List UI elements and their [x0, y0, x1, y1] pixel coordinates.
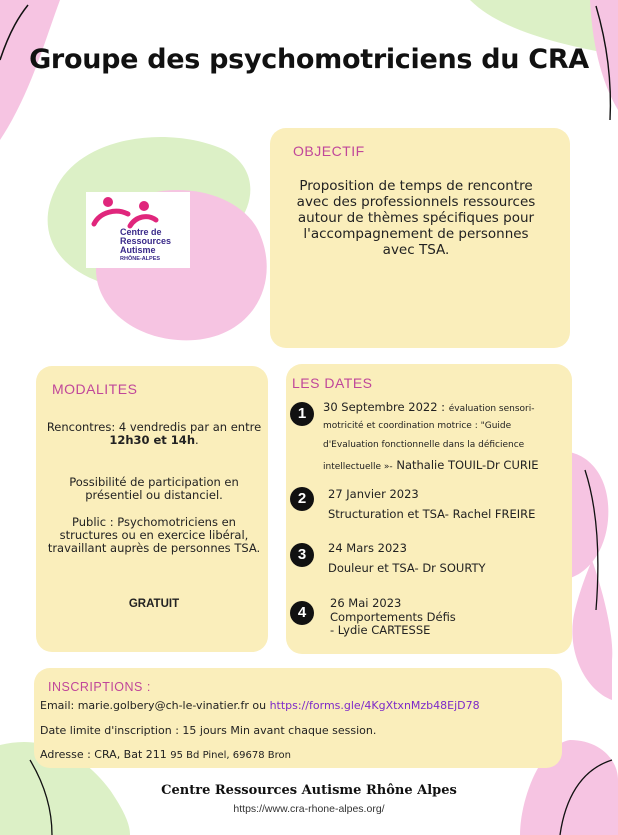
- dates-heading: LES DATES: [292, 375, 373, 391]
- modalites-public: Public : Psychomotriciens en structures ou en exercice libéral, travaillant auprès de personnes TSA.: [47, 515, 261, 555]
- date-item-speaker: - Lydie CARTESSE: [330, 623, 431, 637]
- logo-figures-icon: [86, 192, 190, 232]
- logo-text-line: Centre de: [120, 227, 162, 237]
- date-number-badge: 1: [290, 402, 314, 426]
- inscriptions-email: Email: marie.golbery@ch-le-vinatier.fr ou: [40, 699, 270, 712]
- logo-text-line: RHÔNE-ALPES: [120, 256, 161, 262]
- date-number-badge: 3: [290, 543, 314, 567]
- objectif-text: Proposition de temps de rencontre avec des professionnels ressources autour de thèmes spécifiques pour l'accompagnement de personnes avec TSA.: [296, 178, 536, 258]
- date-item-date: 30 Septembre 2022 :: [323, 400, 446, 414]
- modalites-gratuit: GRATUIT: [128, 598, 180, 610]
- date-item-topic: Structuration et TSA- Rachel FREIRE: [328, 507, 536, 521]
- date-item-topic: motricité et coordination motrice : "Guide: [323, 421, 512, 431]
- inscriptions-address-rest: 95 Bd Pinel, 69678 Bron: [170, 750, 291, 761]
- logo-text-line: Autisme: [120, 245, 156, 255]
- date-item-date: 27 Janvier 2023: [328, 487, 419, 501]
- date-number-badge: 2: [290, 487, 314, 511]
- date-item-topic: évaluation sensori-: [448, 404, 535, 414]
- modalites-heading: MODALITES: [52, 381, 138, 397]
- inscriptions-address: Adresse : CRA, Bat 211: [40, 748, 171, 761]
- page-title: Groupe des psychomotriciens du CRA: [29, 44, 589, 75]
- date-item-topic: Comportements Défis: [330, 610, 456, 624]
- rencontres-suffix: .: [195, 433, 199, 447]
- inscriptions-email-line: [40, 699, 480, 712]
- objectif-heading: OBJECTIF: [293, 143, 365, 159]
- modalites-participation: Possibilité de participation en présentiel ou distanciel.: [69, 475, 239, 502]
- inscriptions-address-line: [40, 748, 291, 761]
- footer-url-link[interactable]: https://www.cra-rhone-alpes.org/: [233, 803, 385, 815]
- date-item-topic: Douleur et TSA- Dr SOURTY: [328, 561, 486, 575]
- date-item-date: 24 Mars 2023: [328, 541, 407, 555]
- rencontres-time: 12h30 et 14h: [109, 433, 196, 447]
- date-item-date: 26 Mai 2023: [330, 596, 402, 610]
- rencontres-text: Rencontres: 4 vendredis par an entre: [46, 420, 262, 434]
- cra-logo: [86, 192, 190, 268]
- date-item-speaker: Nathalie TOUIL-Dr CURIE: [392, 458, 539, 472]
- date-item-topic: intellectuelle »-: [323, 462, 393, 472]
- date-item-1: [323, 400, 535, 414]
- inscriptions-form-link[interactable]: https://forms.gle/4KgXtxnMzb48EjD78: [269, 699, 480, 712]
- inscriptions-heading: INSCRIPTIONS :: [48, 680, 151, 694]
- modalites-rencontres: [44, 421, 264, 447]
- date-number-badge: 4: [290, 601, 314, 625]
- date-item-speaker-line: [323, 458, 539, 472]
- date-item-topic: d'Evaluation fonctionnelle dans la déficience: [323, 440, 525, 450]
- footer-organization: Centre Ressources Autisme Rhône Alpes: [161, 783, 457, 798]
- logo-text-line: Ressources: [120, 236, 172, 246]
- inscriptions-deadline: Date limite d'inscription : 15 jours Min avant chaque session.: [40, 724, 377, 737]
